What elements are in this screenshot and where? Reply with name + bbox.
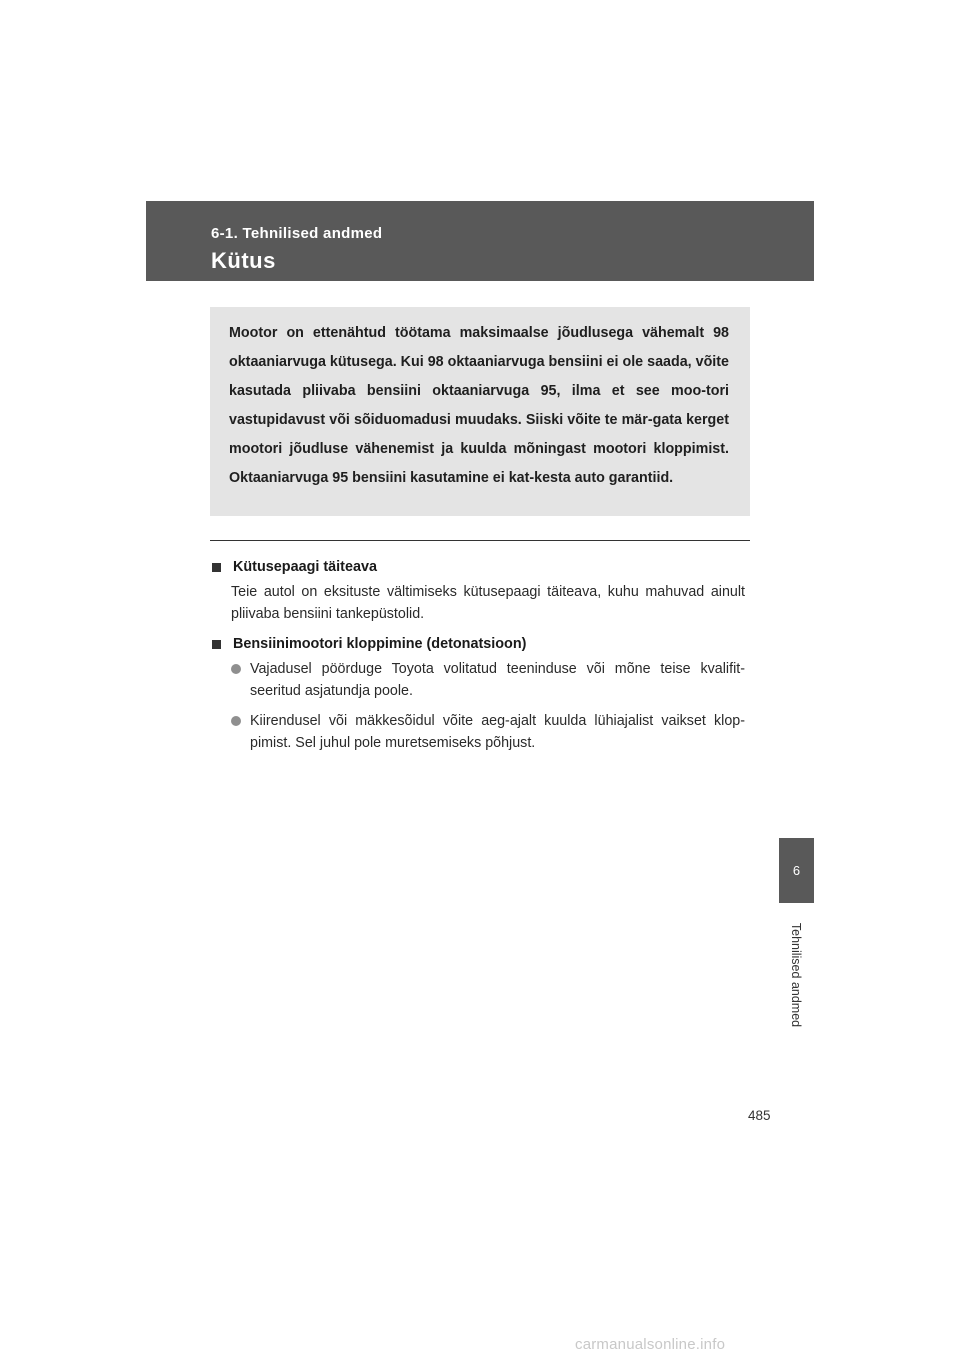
list-item-text: Kiirendusel või mäkkesõidul võite aeg-ajalt kuulda lühiajalist vaikset klop-pimist. Sel juhul pole muretsemiseks põhjust. <box>250 713 745 751</box>
section-title-fuel-filler <box>210 556 745 578</box>
section-body-fuel-filler: Teie autol on eksituste vältimiseks kütusepaagi täiteava, kuhu mahuvad ainult pliivaba bensiini tankepüstolid. <box>231 584 745 622</box>
page-number: 485 <box>748 1108 771 1123</box>
page-title: Kütus <box>211 248 276 273</box>
circle-bullet-icon <box>231 716 241 726</box>
content <box>210 556 745 762</box>
section-title-text: Bensiinimootori kloppimine (detonatsioon) <box>233 636 527 652</box>
section-divider <box>210 540 750 541</box>
intro-text: Mootor on ettenähtud töötama maksimaalse jõudlusega vähemalt 98 oktaaniarvuga kütusega. Kui 98 oktaaniarvuga bensiini ei ole saada, võite kasutada pliivaba bensiini oktaaniarvuga 95, ilma et see moo-tori vastupidavust või sõiduomadusi muudaks. Siiski võite te mär-gata kerget mootori jõudluse vähenemist ja kuulda mõningast mootori kloppimist. Oktaaniarvuga 95 bensiini kasutamine ei kat-kesta auto garantiid. <box>229 325 729 486</box>
section-title-text: Kütusepaagi täiteava <box>233 559 377 575</box>
intro-box <box>210 307 750 516</box>
section-title-knocking <box>210 633 745 655</box>
circle-bullet-icon <box>231 664 241 674</box>
watermark: carmanualsonline.info <box>575 1336 726 1353</box>
list-item <box>231 658 745 702</box>
chapter-tab[interactable]: 6 <box>779 838 814 903</box>
list-item-text: Vajadusel pöörduge Toyota volitatud teeninduse või mõne teise kvalifit-seeritud asjatundja poole. <box>250 661 745 699</box>
square-bullet-icon <box>212 640 221 649</box>
square-bullet-icon <box>212 563 221 572</box>
list-item <box>231 710 745 754</box>
section-label: 6-1. Tehnilised andmed <box>211 225 383 242</box>
page-header <box>146 201 814 281</box>
chapter-label-text: Tehnilised andmed <box>789 922 803 1028</box>
